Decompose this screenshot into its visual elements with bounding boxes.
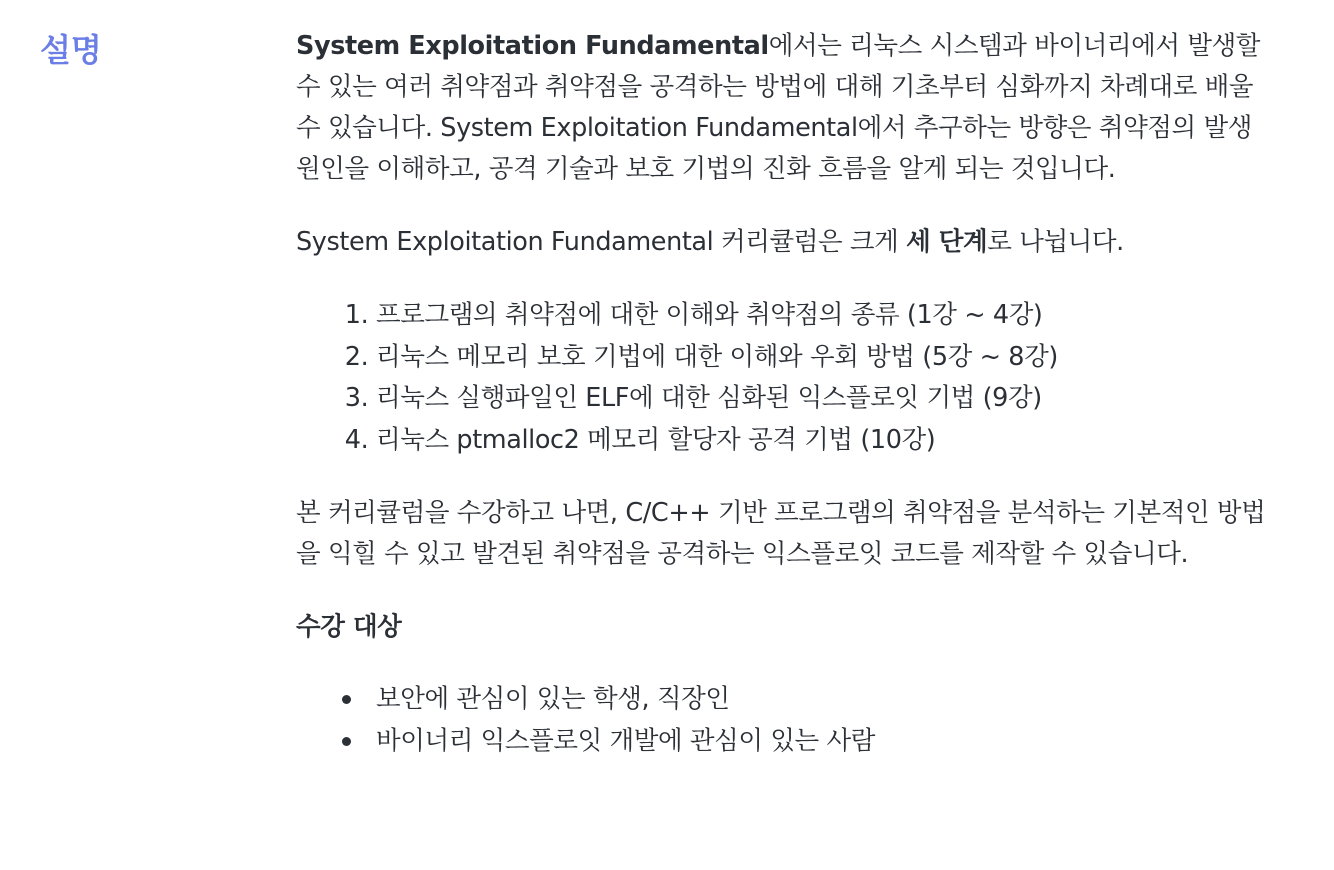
intro-paragraph	[296, 26, 1276, 190]
curriculum-suffix: 로 나뉩니다.	[987, 227, 1124, 257]
section-label-description: 설명	[40, 31, 102, 69]
audience-item	[376, 720, 1276, 762]
audience-item-text: 바이너리 익스플로잇 개발에 관심이 있는 사람	[376, 726, 875, 756]
intro-text: 에서는 리눅스 시스템과 바이너리에서 발생할 수 있는 여러 취약점과 취약점을 공격하는 방법에 대해 기초부터 심화까지 차례대로 배울 수 있습니다. System Exploitation Fundamental에서 추구하는 방향은 취약점의 발생 원인을 이해하고, 공격 기술과 보호 기법의 진화 흐름을 알게 되는 것입니다.	[296, 31, 1261, 184]
curriculum-paragraph	[296, 222, 1276, 263]
audience-item	[376, 678, 1276, 720]
curriculum-bold: 세 단계	[906, 227, 988, 257]
stage-item: 3. 리눅스 실행파일인 ELF에 대한 심화된 익스플로잇 기법 (9강)	[376, 378, 1276, 420]
outcome-paragraph: 본 커리큘럼을 수강하고 나면, C/C++ 기반 프로그램의 취약점을 분석하는 기본적인 방법을 익힐 수 있고 발견된 취약점을 공격하는 익스플로잇 코드를 제작할 수 있습니다.	[296, 498, 1266, 569]
stage-item: 4. 리눅스 ptmalloc2 메모리 할당자 공격 기법 (10강)	[376, 420, 1276, 462]
bullet-icon	[342, 695, 351, 704]
stage-item: 2. 리눅스 메모리 보호 기법에 대한 이해와 우회 방법 (5강 ~ 8강)	[376, 337, 1276, 379]
stage-item: 1. 프로그램의 취약점에 대한 이해와 취약점의 종류 (1강 ~ 4강)	[376, 295, 1276, 337]
stage-list	[296, 295, 1276, 461]
description-content	[296, 26, 1276, 762]
intro-lead-bold: System Exploitation Fundamental	[296, 31, 769, 61]
audience-item-text: 보안에 관심이 있는 학생, 직장인	[376, 684, 730, 714]
audience-heading: 수강 대상	[296, 612, 402, 642]
audience-list	[296, 678, 1276, 762]
curriculum-prefix: System Exploitation Fundamental 커리큘럼은 크게	[296, 227, 907, 257]
bullet-icon	[342, 737, 351, 746]
